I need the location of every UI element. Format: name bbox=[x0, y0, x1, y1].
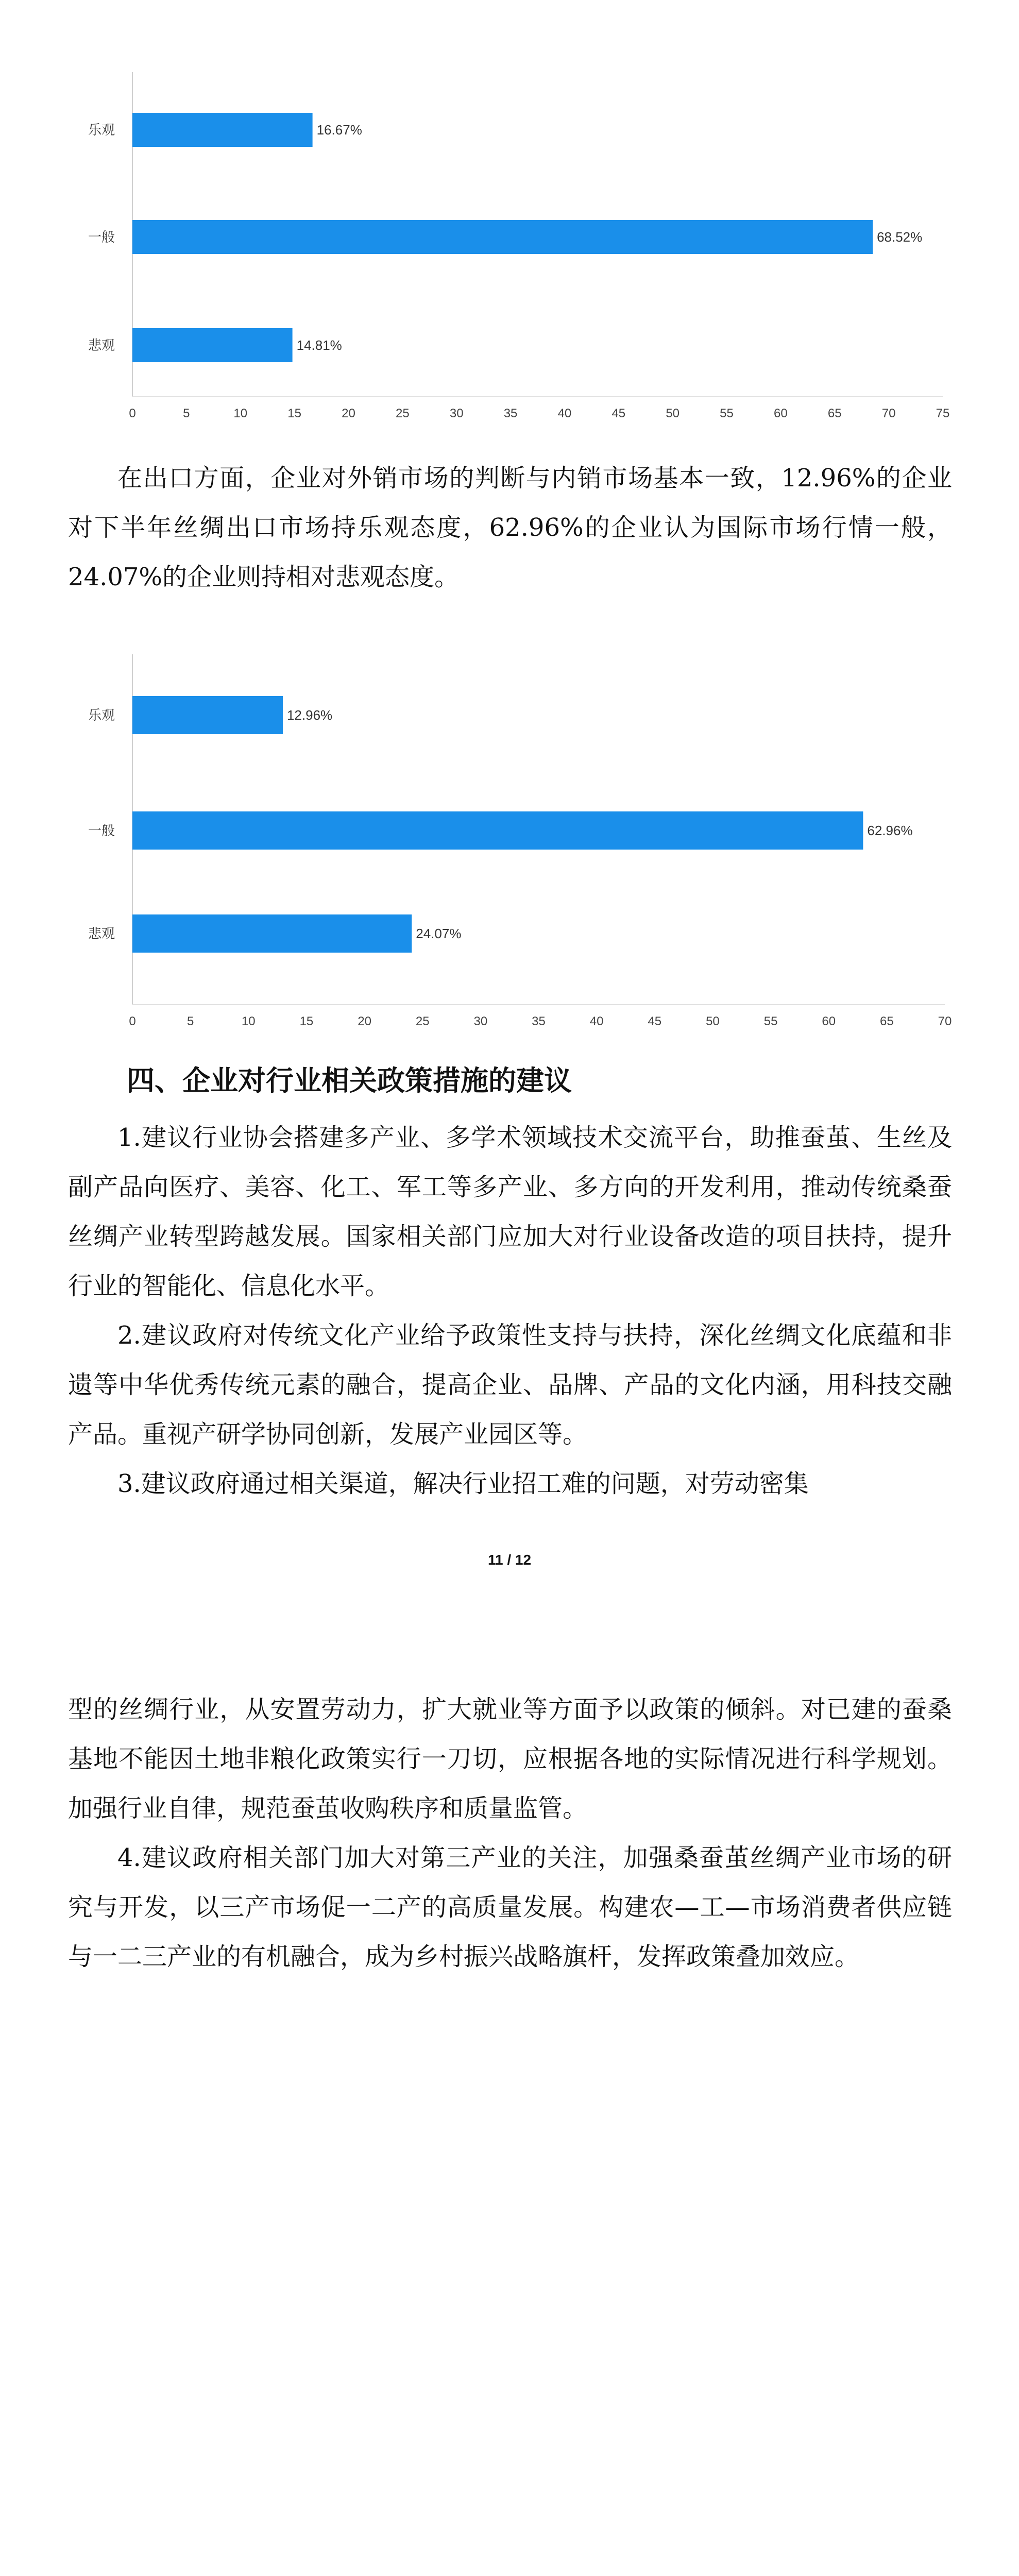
bar-1 bbox=[132, 113, 313, 147]
category-label: 悲观 bbox=[88, 926, 115, 941]
paragraph-recommendation-1: 1.建议行业协会搭建多产业、多学术领域技术交流平台，助推蚕茧、生丝及副产品向医疗、美容、化工、军工等多产业、多方向的开发利用，推动传统桑蚕丝绸产业转型跨越发展。国家相关部门应加大对行业设备改造的项目扶持，提升行业的智能化、信息化水平。 bbox=[68, 1123, 952, 1300]
x-tick-label: 55 bbox=[763, 1014, 778, 1028]
x-tick-label: 50 bbox=[706, 1014, 720, 1028]
x-tick-label: 20 bbox=[358, 1014, 371, 1028]
category-label: 一般 bbox=[88, 823, 115, 838]
x-tick-label: 70 bbox=[881, 406, 896, 420]
paragraph-recommendation-3-continued: 型的丝绸行业，从安置劳动力，扩大就业等方面予以政策的倾斜。对已建的蚕桑基地不能因土地非粮化政策实行一刀切，应根据各地的实际情况进行科学规划。加强行业自律，规范蚕茧收购秩序和质量监管。 bbox=[68, 1695, 952, 1823]
category-label: 一般 bbox=[88, 229, 115, 245]
data-label: 16.67% bbox=[316, 122, 362, 138]
category-label: 乐观 bbox=[88, 707, 115, 723]
x-tick-label: 10 bbox=[241, 1014, 256, 1028]
x-tick-label: 75 bbox=[936, 406, 950, 420]
x-tick-label: 60 bbox=[774, 406, 788, 420]
x-tick-label: 50 bbox=[666, 406, 680, 420]
paragraph-export-outlook: 在出口方面，企业对外销市场的判断与内销市场基本一致，12.96%的企业对下半年丝绸出口市场持乐观态度，62.96%的企业认为国际市场行情一般，24.07%的企业则持相对悲观态度。 bbox=[68, 464, 952, 591]
optimism-domestic-chart bbox=[0, 67, 1019, 438]
x-tick-label: 30 bbox=[449, 406, 464, 420]
x-tick-label: 60 bbox=[822, 1014, 836, 1028]
x-tick-label: 25 bbox=[415, 1014, 430, 1028]
x-tick-label: 5 bbox=[186, 1014, 194, 1028]
x-tick-label: 35 bbox=[503, 406, 518, 420]
x-tick-label: 45 bbox=[612, 406, 626, 420]
x-tick-label: 35 bbox=[532, 1014, 546, 1028]
x-tick-label: 15 bbox=[287, 406, 301, 420]
bar-1 bbox=[132, 696, 283, 734]
bar-3 bbox=[132, 328, 293, 362]
page-number: 11 / 12 bbox=[487, 1552, 532, 1568]
x-tick-label: 30 bbox=[473, 1014, 488, 1028]
bar-3 bbox=[132, 914, 412, 953]
category-label: 悲观 bbox=[88, 337, 115, 353]
x-tick-label: 45 bbox=[648, 1014, 662, 1028]
data-label: 12.96% bbox=[286, 707, 333, 723]
x-tick-label: 10 bbox=[233, 406, 248, 420]
x-tick-label: 5 bbox=[183, 406, 190, 420]
data-label: 14.81% bbox=[296, 337, 342, 353]
x-tick-label: 65 bbox=[827, 406, 842, 420]
x-tick-label: 25 bbox=[395, 406, 410, 420]
page-12 bbox=[0, 1587, 1019, 2576]
bar-2 bbox=[132, 220, 873, 254]
data-label: 24.07% bbox=[416, 926, 462, 941]
x-tick-label: 40 bbox=[589, 1014, 604, 1028]
x-tick-label: 0 bbox=[129, 1014, 136, 1028]
optimism-export-chart bbox=[0, 649, 1019, 1028]
x-tick-label: 65 bbox=[880, 1014, 894, 1028]
x-tick-label: 55 bbox=[720, 406, 734, 420]
section-heading-4: 四、企业对行业相关政策措施的建议 bbox=[127, 1064, 572, 1097]
category-label: 乐观 bbox=[88, 122, 115, 138]
x-tick-label: 15 bbox=[299, 1014, 314, 1028]
bar-2 bbox=[132, 811, 863, 850]
x-tick-label: 20 bbox=[342, 406, 355, 420]
paragraph-recommendation-2: 2.建议政府对传统文化产业给予政策性支持与扶持，深化丝绸文化底蕴和非遗等中华优秀传统元素的融合，提高企业、品牌、产品的文化内涵，用科技交融产品。重视产研学协同创新，发展产业园区等。 bbox=[68, 1321, 952, 1449]
x-tick-label: 70 bbox=[938, 1014, 952, 1028]
paragraph-recommendation-3-start: 3.建议政府通过相关渠道，解决行业招工难的问题，对劳动密集 bbox=[117, 1469, 809, 1498]
data-label: 68.52% bbox=[877, 229, 923, 245]
x-tick-label: 0 bbox=[129, 406, 136, 420]
data-label: 62.96% bbox=[867, 823, 913, 838]
x-tick-label: 40 bbox=[557, 406, 572, 420]
paragraph-recommendation-4: 4.建议政府相关部门加大对第三产业的关注，加强桑蚕茧丝绸产业市场的研究与开发，以三产市场促一二产的高质量发展。构建农—工—市场消费者供应链与一二三产业的有机融合，成为乡村振兴战略旗杆，发挥政策叠加效应。 bbox=[68, 1843, 952, 1971]
